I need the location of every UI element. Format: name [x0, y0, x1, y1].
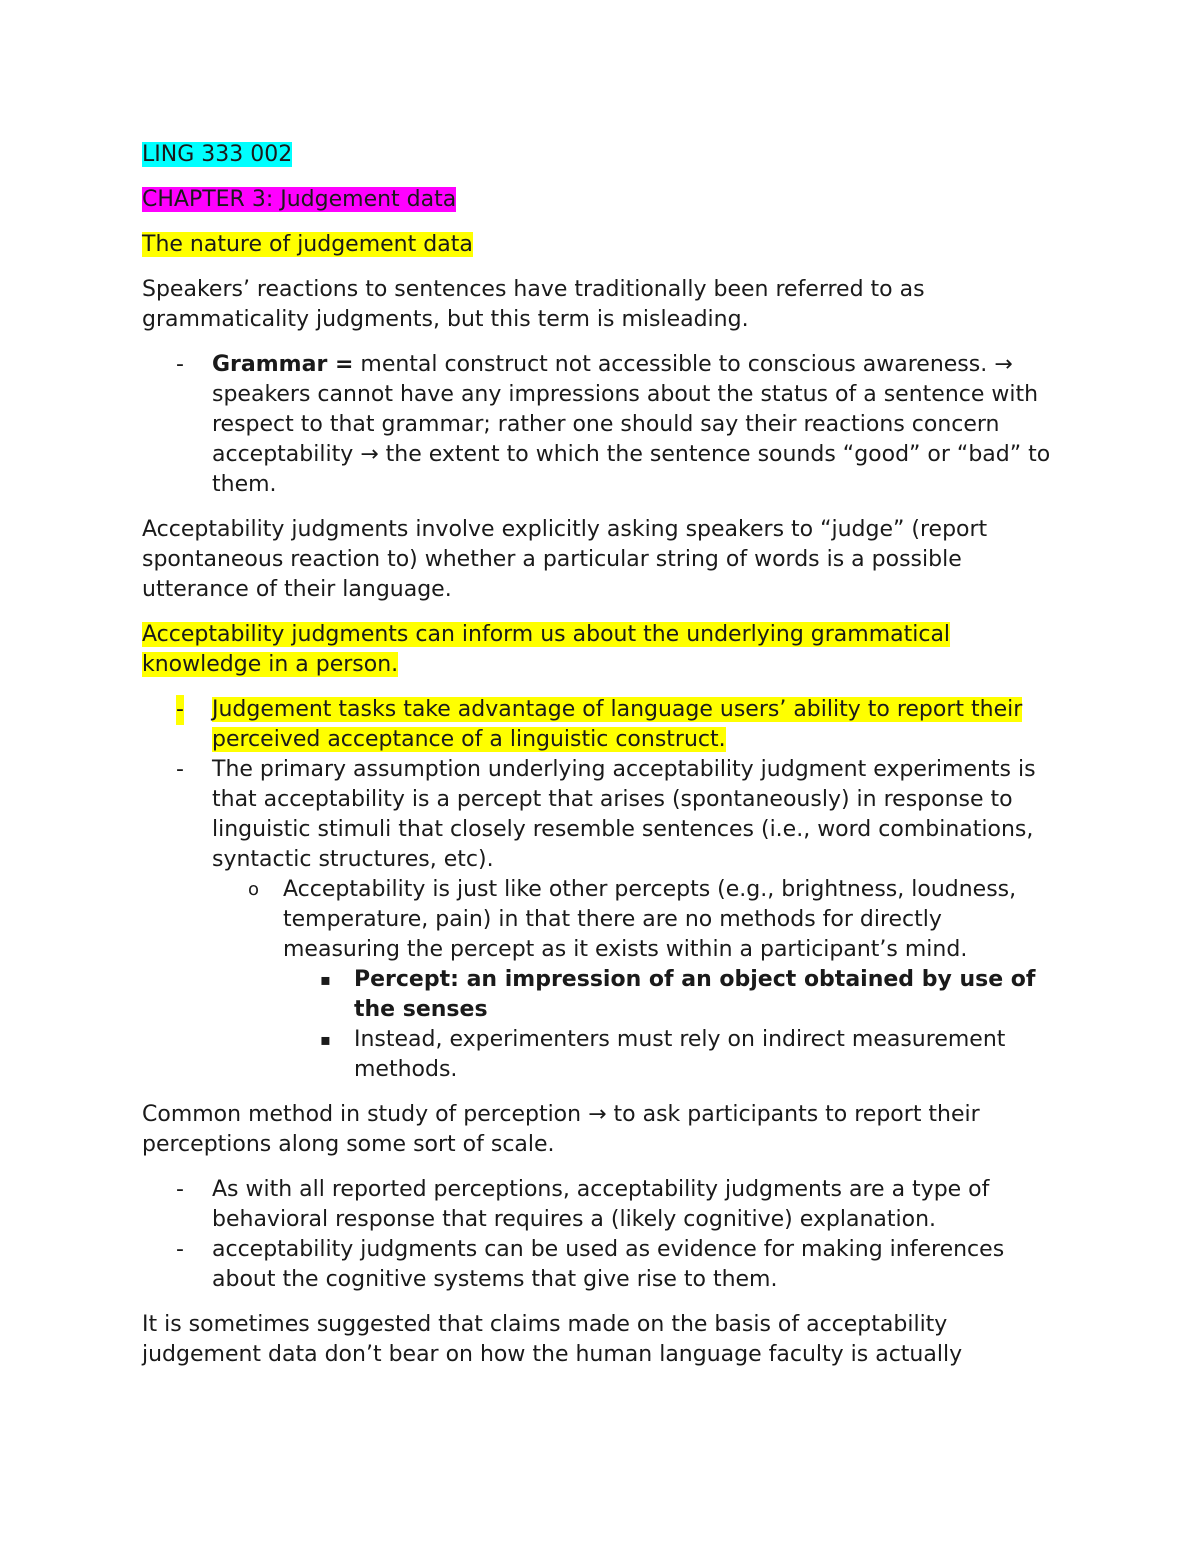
paragraph-2: Acceptability judgments involve explicitly asking speakers to “judge” (report spontaneous reaction to) whether a particular string of words is a possible utterance of their language. — [142, 517, 988, 602]
circle-bullet: o — [248, 879, 260, 900]
dash-bullet: - — [176, 1177, 184, 1202]
section-title: The nature of judgement data — [142, 232, 473, 257]
bullet-list-3 — [142, 1175, 1062, 1295]
grammar-definition: mental construct not accessible to conscious awareness. → speakers cannot have any impressions about the status of a sentence with respect to that grammar; rather one should say their reactions concern acceptability → the extent to which the sentence sounds “good” or “bad” to them. — [212, 352, 1051, 497]
sub-sub-bullet-text: Instead, experimenters must rely on indirect measurement methods. — [354, 1027, 1006, 1082]
course-code: LING 333 002 — [142, 142, 293, 167]
list-item — [142, 875, 1062, 965]
list-item — [142, 350, 1062, 500]
list-item — [142, 755, 1062, 875]
paragraph-3 — [142, 620, 1062, 680]
bullet-text: The primary assumption underlying acceptability judgment experiments is that acceptability is a percept that arises (spontaneously) in response to linguistic stimuli that closely resemble sentences (i.e., word combinations, syntactic structures, etc). — [212, 757, 1036, 872]
highlighted-bullet-text: Judgement tasks take advantage of language users’ ability to report their perceived acceptance of a linguistic construct. — [212, 697, 1023, 752]
bullet-list-2 — [142, 695, 1062, 1085]
chapter-title: CHAPTER 3: Judgement data — [142, 187, 457, 212]
chapter-heading — [142, 185, 1062, 215]
course-heading — [142, 140, 1062, 170]
square-bullet: ▪ — [320, 1030, 331, 1049]
dash-bullet: - — [176, 352, 184, 377]
dash-bullet: - — [176, 1237, 184, 1262]
bullet-list-1 — [142, 350, 1062, 500]
highlighted-statement: Acceptability judgments can inform us about the underlying grammatical knowledge in a person. — [142, 622, 951, 677]
list-item — [142, 1025, 1062, 1085]
list-item — [142, 965, 1062, 1025]
sub-bullet-text: Acceptability is just like other percepts (e.g., brightness, loudness, temperature, pain) in that there are no methods for directly measuring the percept as it exists within a participant’s mind. — [283, 877, 1017, 962]
dash-bullet: - — [176, 757, 184, 782]
document-page — [142, 140, 1062, 1385]
bullet-text: acceptability judgments can be used as evidence for making inferences about the cognitive systems that give rise to them. — [212, 1237, 1005, 1292]
bullet-text: As with all reported perceptions, acceptability judgments are a type of behavioral response that requires a (likely cognitive) explanation. — [212, 1177, 990, 1232]
paragraph-1: Speakers’ reactions to sentences have traditionally been referred to as grammaticality judgments, but this term is misleading. — [142, 277, 925, 332]
list-item — [142, 695, 1062, 755]
square-bullet: ▪ — [320, 970, 331, 989]
paragraph-5: It is sometimes suggested that claims made on the basis of acceptability judgement data don’t bear on how the human language faculty is actually — [142, 1312, 963, 1367]
list-item — [142, 1235, 1062, 1295]
dash-bullet: - — [176, 695, 184, 725]
grammar-term: Grammar = — [212, 352, 354, 377]
list-item — [142, 1175, 1062, 1235]
percept-definition: Percept: an impression of an object obtained by use of the senses — [354, 967, 1036, 1022]
section-heading — [142, 230, 1062, 260]
paragraph-4: Common method in study of perception → to ask participants to report their perceptions along some sort of scale. — [142, 1102, 980, 1157]
